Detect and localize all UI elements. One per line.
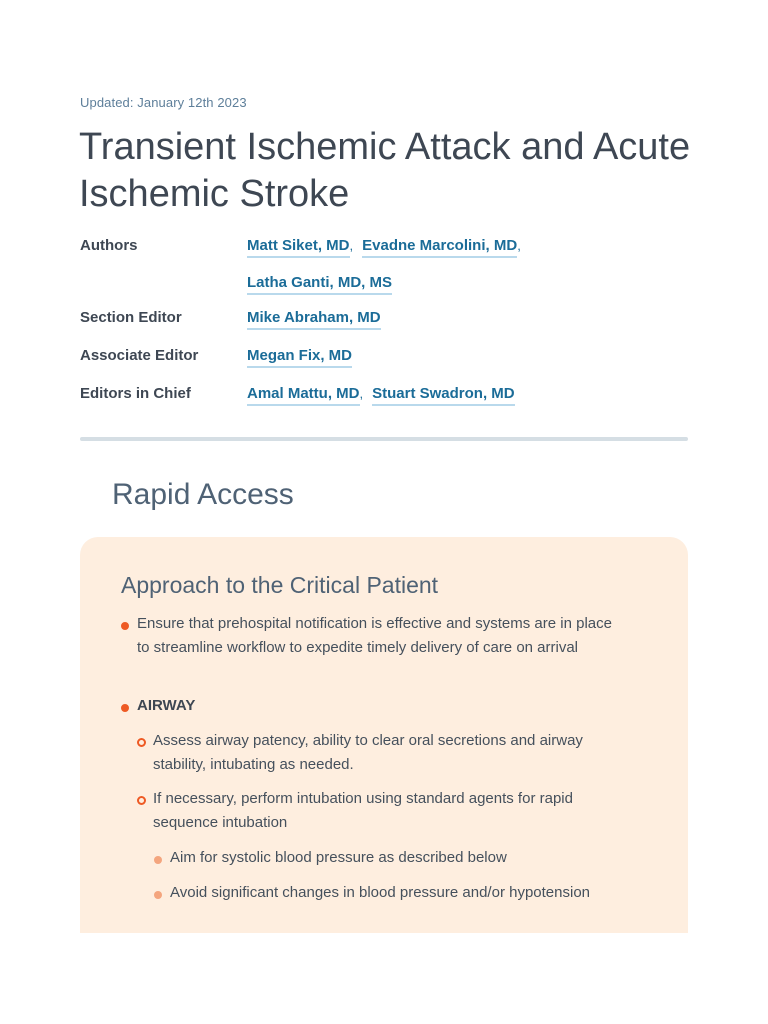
list-item-text: Avoid significant changes in blood pressure and/or hypotension bbox=[170, 884, 590, 901]
section-editor-link[interactable]: Mike Abraham, MD bbox=[247, 309, 381, 330]
author-link-evadne-marcolini[interactable]: Evadne Marcolini, MD bbox=[362, 237, 517, 258]
critical-patient-panel bbox=[80, 537, 688, 933]
rapid-access-heading: Rapid Access bbox=[112, 478, 294, 511]
list-item-text: AIRWAY bbox=[137, 697, 196, 714]
authors-row-1 bbox=[247, 237, 530, 254]
editors-in-chief-label: Editors in Chief bbox=[80, 385, 191, 402]
separator: , bbox=[349, 238, 354, 253]
sub-sub-list-item bbox=[170, 846, 670, 870]
panel-title: Approach to the Critical Patient bbox=[121, 572, 439, 598]
list-item-text: Ensure that prehospital notification is effective and systems are in place to streamline workflow to expedite timely delivery of care on arrival bbox=[137, 615, 612, 656]
author-link-matt-siket[interactable]: Matt Siket, MD bbox=[247, 237, 350, 258]
associate-editor-row bbox=[247, 347, 352, 364]
bullet-icon bbox=[154, 856, 162, 864]
separator: , bbox=[359, 386, 364, 401]
list-item-airway bbox=[137, 694, 627, 718]
author-link-latha-ganti[interactable]: Latha Ganti, MD, MS bbox=[247, 274, 392, 295]
updated-date: Updated: January 12th 2023 bbox=[80, 95, 247, 110]
divider bbox=[80, 437, 688, 441]
list-item-text: If necessary, perform intubation using standard agents for rapid sequence intubation bbox=[153, 790, 573, 831]
sub-list-item bbox=[153, 787, 633, 834]
authors-row-2 bbox=[247, 274, 392, 291]
list-item-text: Aim for systolic blood pressure as described below bbox=[170, 849, 507, 866]
bullet-icon bbox=[121, 622, 129, 630]
bullet-icon bbox=[154, 891, 162, 899]
hollow-bullet-icon bbox=[137, 796, 146, 805]
associate-editor-label: Associate Editor bbox=[80, 347, 199, 364]
page-title: Transient Ischemic Attack and Acute Ischemic Stroke bbox=[79, 126, 691, 215]
editor-in-chief-link-amal-mattu[interactable]: Amal Mattu, MD bbox=[247, 385, 360, 406]
section-editor-row bbox=[247, 309, 381, 326]
section-editor-label: Section Editor bbox=[80, 309, 182, 326]
editor-in-chief-link-stuart-swadron[interactable]: Stuart Swadron, MD bbox=[372, 385, 515, 406]
separator: , bbox=[517, 238, 521, 253]
editors-in-chief-row bbox=[247, 385, 515, 402]
authors-label: Authors bbox=[80, 237, 138, 254]
list-item bbox=[137, 612, 627, 659]
list-item-text: Assess airway patency, ability to clear oral secretions and airway stability, intubating as needed. bbox=[153, 732, 583, 773]
sub-sub-list-item bbox=[170, 881, 670, 905]
sub-list-item bbox=[153, 729, 633, 776]
bullet-icon bbox=[121, 704, 129, 712]
associate-editor-link[interactable]: Megan Fix, MD bbox=[247, 347, 352, 368]
hollow-bullet-icon bbox=[137, 738, 146, 747]
